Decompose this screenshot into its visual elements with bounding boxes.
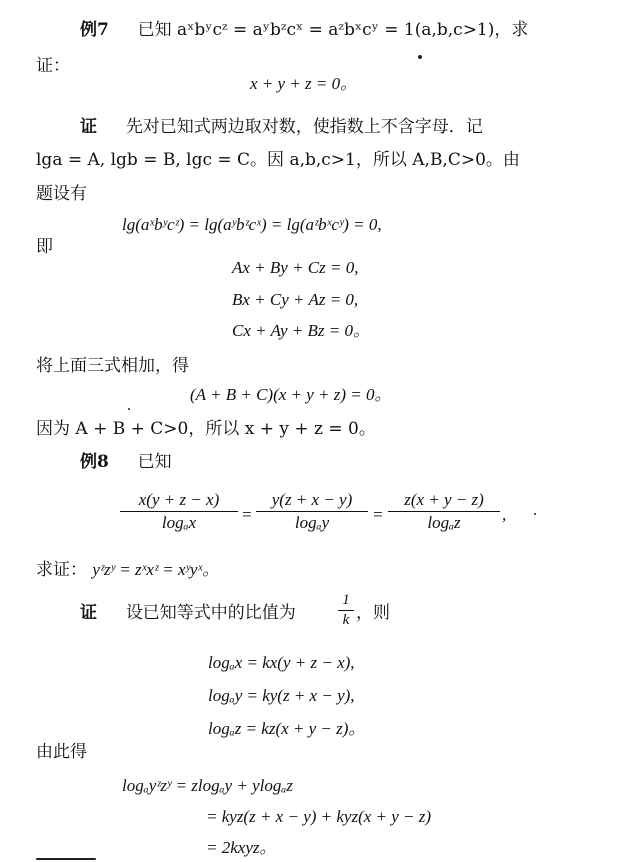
conclusion-7: 因为 A + B + C>0，所以 x + y + z = 0。 [36, 419, 376, 439]
example-8-label: 例8 [80, 452, 109, 472]
prove-word: 求证： [36, 560, 87, 580]
proof-8-text: 设已知等式中的比值为 [125, 603, 296, 623]
fraction-3-numerator: z(x + y − z) [388, 490, 500, 512]
equals-sign-2: = [372, 505, 384, 524]
equals-sign-1: = [241, 505, 253, 524]
equation-3: Cx + Ay + Bz = 0。 [232, 321, 370, 340]
fraction-2 [256, 490, 368, 533]
log-equation-1: logₐx = kx(y + z − x), [208, 653, 355, 672]
prove-line [36, 560, 219, 580]
example-8-line [80, 452, 172, 472]
prove-label: 证： [36, 56, 70, 76]
scan-speck [418, 55, 422, 59]
ratio-fraction [338, 592, 354, 629]
proof-7-text-2: lga = A, lgb = B, lgc = C。因 a,b,c>1，所以 A,B,C>0。由 [36, 150, 520, 170]
log-equation-2: logₐy = ky(z + x − y), [208, 686, 355, 705]
prove-equation: yᶻzʸ = zˣxᶻ = xʸyˣ。 [92, 560, 220, 579]
proof-8-label: 证 [80, 603, 97, 623]
sum-equation: (A + B + C)(x + y + z) = 0。 [190, 385, 392, 404]
proof-7-text-1: 先对已知式两边取对数，使指数上不含字母．记 [125, 117, 483, 137]
derivation-line-1: logₐyᶻzʸ = zlogₐy + ylogₐz [122, 776, 293, 795]
then-text: ，则 [356, 603, 390, 623]
trailing-comma: , [502, 505, 507, 524]
fraction-2-denominator: logₐy [294, 513, 330, 532]
example-8-given: 已知 [137, 452, 172, 472]
derivation-line-2: = kyz(z + x − y) + kyz(x + y − z) [206, 807, 432, 826]
scan-speck [128, 408, 130, 410]
fraction-2-numerator: y(z + x − y) [256, 490, 368, 512]
log-equation: lg(aˣbʸcᶻ) = lg(aʸbᶻcˣ) = lg(aᶻbˣcʸ) = 0, [122, 215, 382, 234]
example-7-line [80, 20, 528, 40]
fraction-3 [388, 490, 500, 533]
example-7-statement: 已知 aˣbʸcᶻ = aʸbᶻcˣ = aᶻbˣcʸ = 1(a,b,c>1)，求 [137, 20, 529, 40]
fraction-3-denominator: logₐz [427, 513, 461, 532]
proof-8-line [80, 603, 296, 623]
ratio-numerator: 1 [338, 592, 354, 611]
equation-2: Bx + Cy + Az = 0, [232, 290, 359, 309]
fraction-1-numerator: x(y + z − x) [120, 490, 238, 512]
proof-7-label: 证 [80, 117, 97, 137]
derivation-line-3: = 2kxyz。 [206, 838, 277, 857]
fraction-1 [120, 490, 238, 533]
log-equation-3: logₐz = kz(x + y − z)。 [208, 719, 366, 738]
equation-1: Ax + By + Cz = 0, [232, 258, 359, 277]
youci-text: 由此得 [36, 742, 87, 762]
proof-7-text-3: 题设有 [36, 184, 87, 204]
proof-7-line-1 [80, 117, 483, 137]
ratio-denominator: k [342, 612, 350, 628]
scan-speck [534, 513, 536, 515]
goal-equation: x + y + z = 0。 [250, 74, 358, 93]
example-7-label: 例7 [80, 20, 109, 40]
add-text: 将上面三式相加，得 [36, 356, 189, 376]
scan-speck [36, 858, 96, 860]
ji-label: 即 [36, 237, 53, 257]
fraction-1-denominator: logₐx [161, 513, 197, 532]
